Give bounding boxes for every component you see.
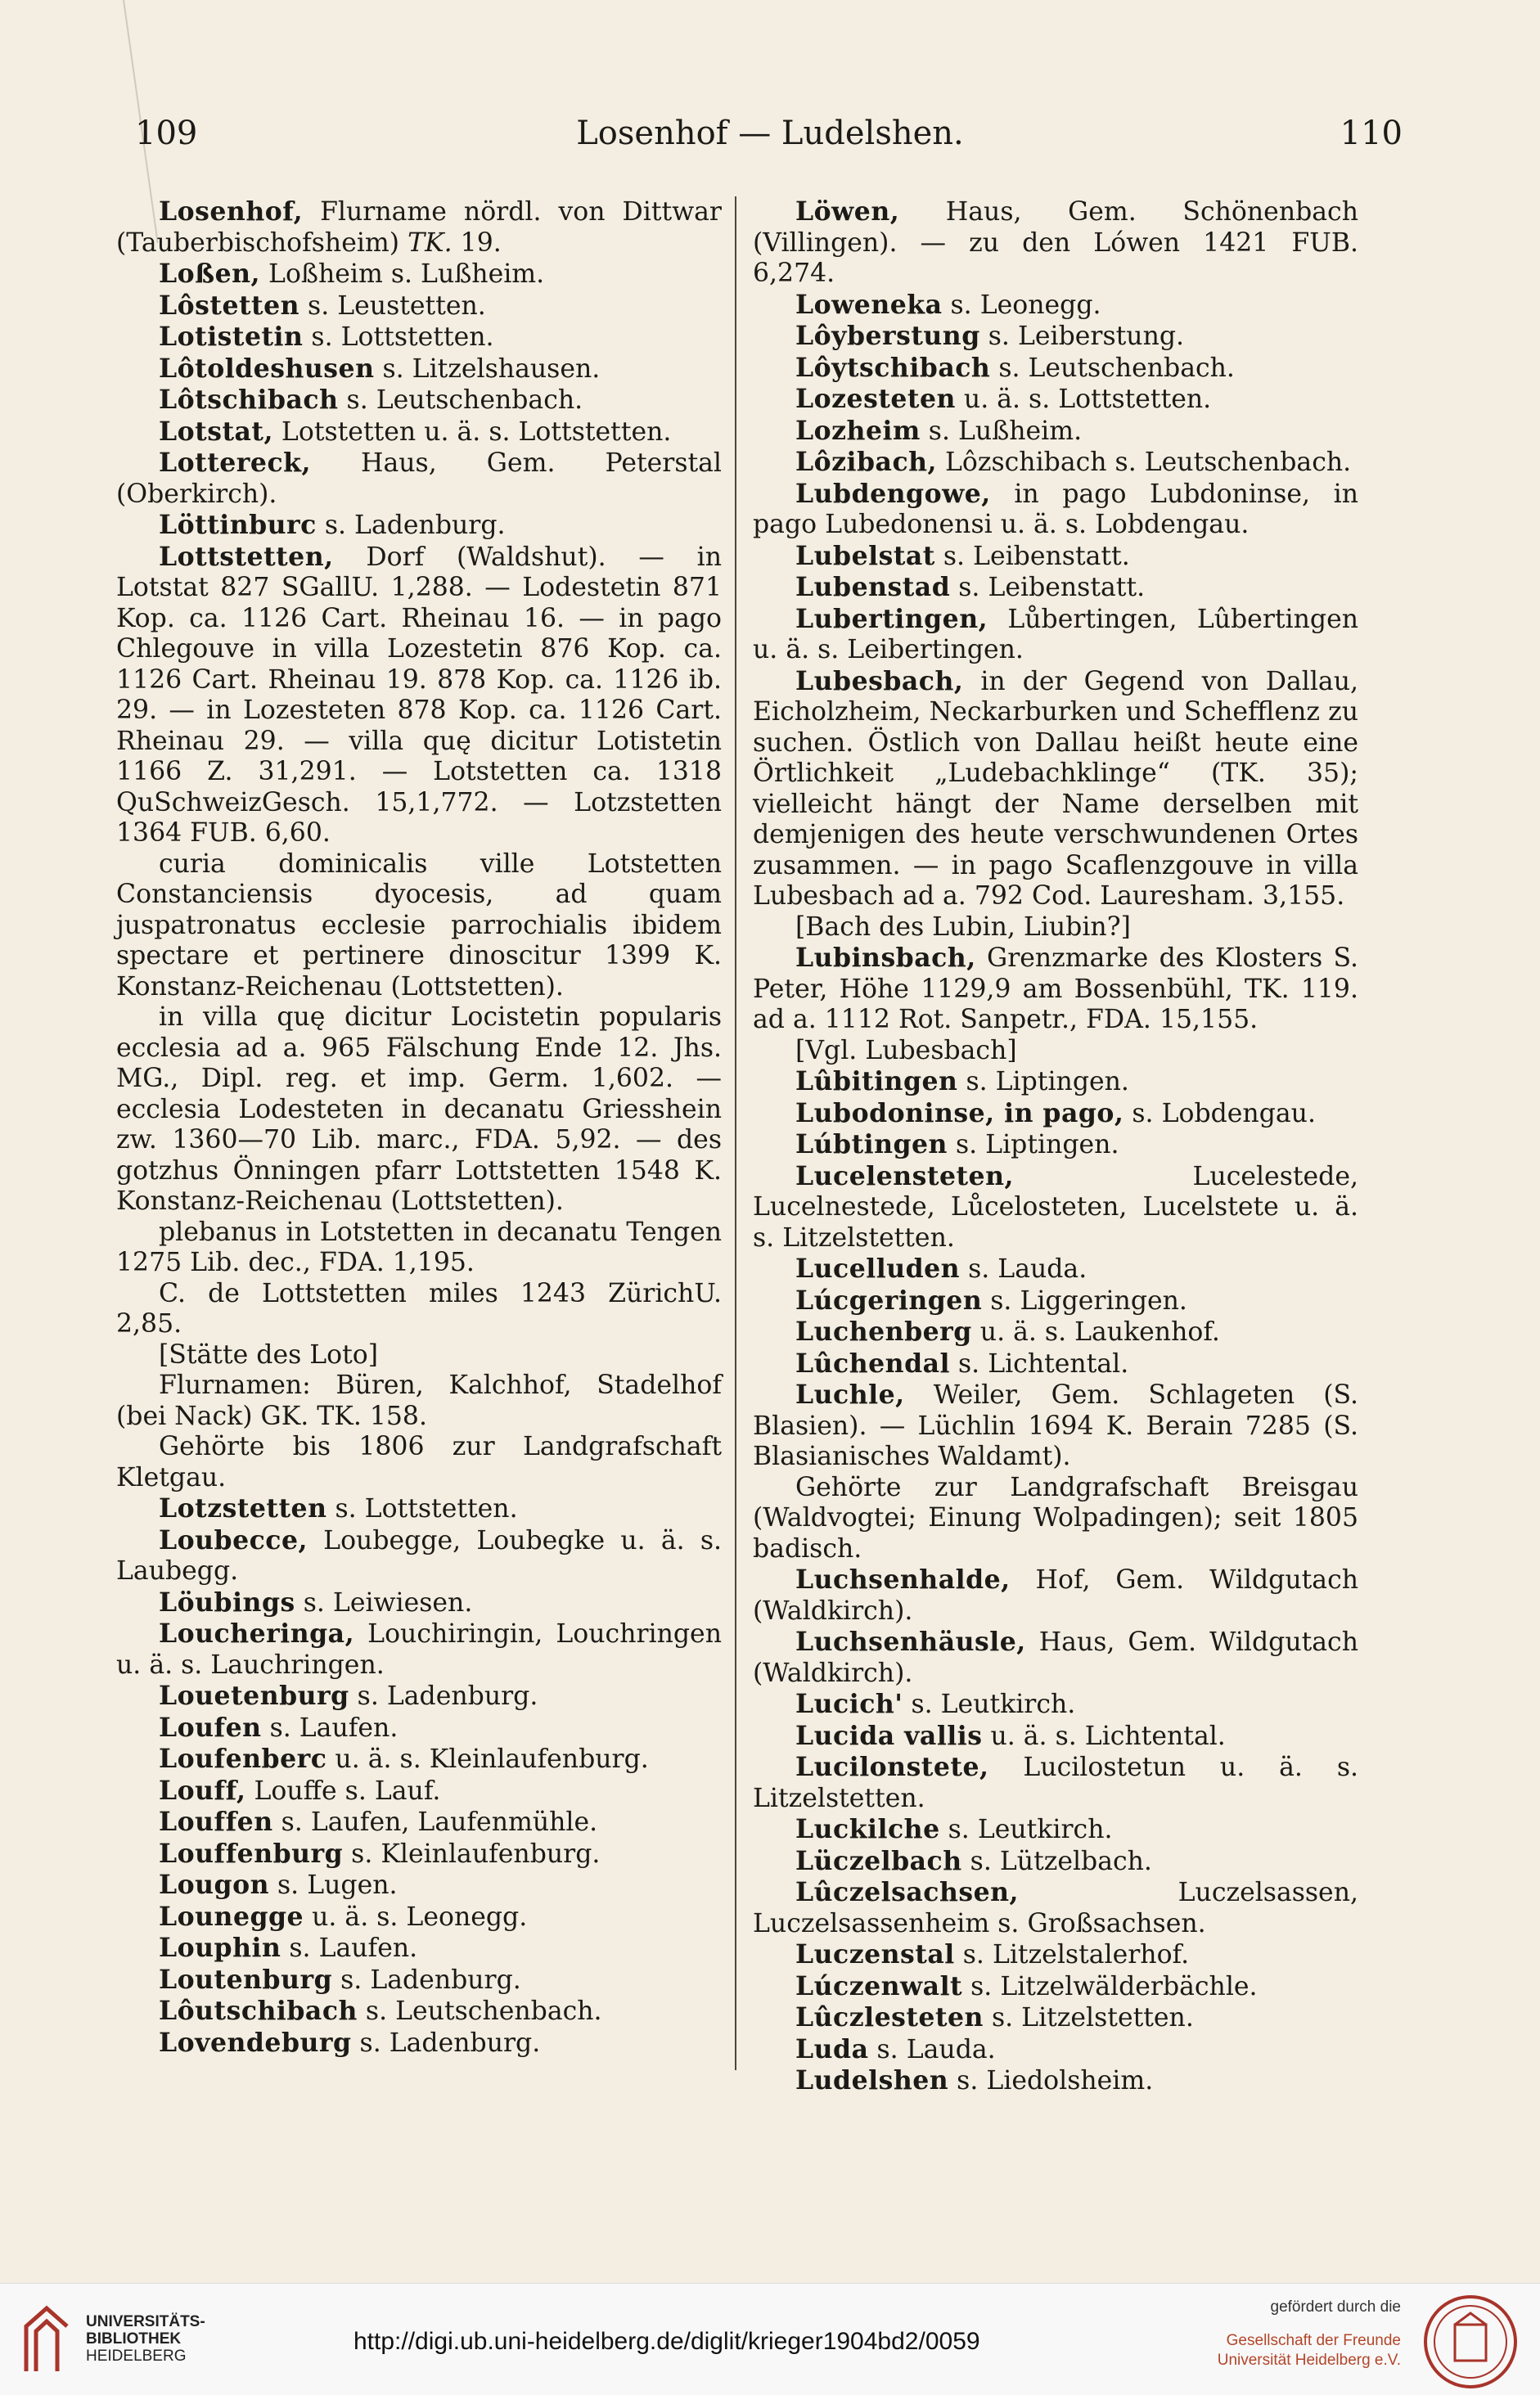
entry-text: Luczelsassen, Luczelsassenheim s. Großsachsen.	[753, 1878, 1358, 1938]
entry	[753, 1254, 1358, 1285]
entry-text: Lotstetten u. ä. s. Lottstetten.	[272, 416, 672, 447]
entry	[116, 2028, 722, 2060]
entry	[753, 1971, 1358, 2003]
entry-text: Loßheim s. Lußheim.	[260, 259, 545, 289]
entry-headword: Lovendeburg	[159, 2027, 352, 2058]
entry	[116, 448, 722, 510]
entry-headword: Lúbtingen	[795, 1129, 948, 1159]
entry-headword: Luckilche	[795, 1814, 940, 1844]
entry	[116, 1279, 722, 1340]
entry	[116, 1713, 722, 1744]
entry	[753, 604, 1358, 666]
entry	[753, 572, 1358, 604]
entry-headword: Loucheringa,	[159, 1618, 355, 1649]
entry-text: s. Ladenburg.	[316, 511, 506, 540]
entry	[753, 2065, 1358, 2097]
entry-text: in pago Lubdoninse, in pago Lubedonensi u. ä. s. Lobdengau.	[753, 479, 1358, 539]
entry-headword: Lôtschibach	[159, 385, 339, 415]
entry	[116, 416, 722, 448]
entry-headword: Lôutschibach	[159, 1996, 358, 2026]
entry	[116, 1902, 722, 1934]
entry-text: Lôzschibach s. Leutschenbach.	[937, 448, 1352, 477]
entry-headword: Luchsenhalde,	[795, 1564, 1011, 1595]
entry-text: s. Litzelstetten.	[983, 2003, 1194, 2033]
entry-headword: Luczenstal	[795, 1939, 955, 1970]
entry-text: s. Lottstetten.	[326, 1494, 518, 1524]
entry	[753, 541, 1358, 573]
entry-headword: Lubdengowe,	[795, 478, 991, 509]
entry-text: u. ä. s. Lichtental.	[982, 1721, 1226, 1751]
entry	[753, 943, 1358, 1036]
entry-text: Hof, Gem. Wildgutach (Waldkirch).	[753, 1565, 1358, 1626]
entry	[116, 510, 722, 542]
entry-text: s. Lobdengau.	[1123, 1098, 1316, 1128]
entry	[753, 479, 1358, 541]
entry-text: s. Lichtental.	[949, 1348, 1129, 1379]
entry-text: u. ä. s. Laukenhof.	[971, 1317, 1220, 1347]
entry-headword: Louetenburg	[159, 1681, 349, 1711]
entry-text: Haus, Gem. Wildgutach (Waldkirch).	[753, 1627, 1358, 1688]
entry-text: Louffe s. Lauf.	[245, 1776, 441, 1806]
right-column	[753, 196, 1358, 2097]
entry	[753, 1380, 1358, 1473]
entry-headword: Loutenburg	[159, 1964, 333, 1995]
entry-text: Gehörte zur Landgrafschaft Breisgau (Waldvogtei; Einung Wolpadingen); seit 1805 badisch.	[753, 1472, 1358, 1564]
entry-text: Lucelestede, Lucelnestede, Lůcelosteten, Lucelstete u. ä. s. Litzelstetten.	[753, 1161, 1358, 1253]
entry-text: s. Ladenburg.	[332, 1965, 521, 1995]
entry-text: s. Leustetten.	[299, 290, 486, 321]
entry	[116, 1340, 722, 1371]
entry-headword: Loweneka	[795, 289, 943, 320]
entry-text: [Stätte des Loto]	[159, 1339, 379, 1370]
entry-headword: Lotstat,	[159, 416, 273, 447]
library-line-1: UNIVERSITÄTS-	[86, 2313, 205, 2330]
entry-text: Grenzmarke des Klosters S. Peter, Höhe 1129,9 am Bossenbühl, TK. 119. ad a. 1112 Rot. Sanpetr., FDA. 15,155.	[753, 943, 1358, 1034]
entry	[116, 1618, 722, 1681]
entry	[753, 1129, 1358, 1161]
entry	[753, 2002, 1358, 2034]
entry-headword: Lucelensteten,	[795, 1160, 1014, 1191]
entry-text: s. Leiberstung.	[979, 322, 1185, 351]
entry-headword: Lôzibach,	[795, 447, 937, 477]
entry	[116, 1432, 722, 1493]
entry	[753, 416, 1358, 448]
entry	[753, 1036, 1358, 1067]
entry-headword: Löubings	[159, 1587, 295, 1618]
entry-text: s. Lützelbach.	[961, 1846, 1152, 1876]
entry	[753, 384, 1358, 416]
entry	[753, 321, 1358, 353]
entry	[753, 1473, 1358, 1565]
entry	[116, 1493, 722, 1525]
viewer-footer	[0, 2283, 1540, 2395]
entry	[753, 912, 1358, 943]
entry	[116, 1776, 722, 1808]
entry-headword: Lougon	[159, 1870, 269, 1900]
entry-text: s. Laufen.	[281, 1934, 418, 1963]
entry	[753, 1689, 1358, 1721]
entry	[753, 1814, 1358, 1846]
entry-headword: Luchenberg	[795, 1317, 972, 1347]
entry-headword: Lubesbach,	[795, 665, 964, 696]
entry-text: s. Leutkirch.	[903, 1690, 1076, 1719]
university-seal-icon	[1422, 2294, 1519, 2390]
entry-text: s. Leutkirch.	[939, 1815, 1113, 1844]
entry	[116, 1933, 722, 1965]
entry-text: s. Lugen.	[269, 1871, 398, 1900]
entry	[753, 1564, 1358, 1627]
library-name	[86, 2313, 205, 2365]
entry	[116, 385, 722, 416]
entry	[753, 1627, 1358, 1689]
entry	[753, 1721, 1358, 1753]
entry-headword: Lôtoldeshusen	[159, 353, 375, 384]
entry	[753, 1846, 1358, 1878]
entry	[116, 1218, 722, 1279]
entry-text: s. Leutschenbach.	[338, 385, 583, 415]
entry-headword: Lûczlesteten	[795, 2002, 984, 2033]
entry	[116, 259, 722, 290]
column-divider	[735, 196, 736, 2070]
entry-text: Lucilostetun u. ä. s. Litzelstetten.	[753, 1753, 1358, 1813]
entry-headword: Louffenburg	[159, 1838, 344, 1869]
entry-headword: Lûchendal	[795, 1348, 950, 1379]
entry	[753, 1161, 1358, 1254]
entry-text: s. Lußheim.	[920, 416, 1083, 446]
entry-headword: Lubenstad	[795, 572, 951, 602]
entry-headword: Lotistetin	[159, 322, 304, 352]
entry-headword: Lûczelsachsen,	[795, 1877, 1019, 1907]
entry	[116, 290, 722, 322]
entry-text: C. de Lottstetten miles 1243 ZürichU. 2,85.	[116, 1278, 722, 1339]
entry-text: s. Leutschenbach.	[990, 353, 1235, 383]
entry-text-cont: 19.	[452, 227, 502, 258]
entry-text: s. Laufen, Laufenmühle.	[272, 1808, 598, 1837]
entry	[753, 447, 1358, 479]
entry	[116, 1525, 722, 1587]
entry-headword: Lucelluden	[795, 1254, 961, 1284]
page-number-right: 110	[1340, 115, 1403, 152]
entry-headword: Lúczenwalt	[795, 1970, 963, 2001]
entry-text: s. Leibenstatt.	[934, 541, 1130, 571]
entry-headword: Lubertingen,	[795, 603, 988, 634]
entry	[753, 1098, 1358, 1130]
entry-text: in der Gegend von Dallau, Eicholzheim, Neckarburken und Schefflenz zu suchen. Östlich von Dallau heißt heute eine Örtlichkeit „Ludebachklinge“ (TK. 35); vielleicht hängt der Name derselben mit demjenigen des heute verschwundenen Ortes zusammen. — in pago Scaflenzgouve in villa Lubesbach ad a. 792 Cod. Lauresham. 3,155.	[753, 666, 1358, 911]
permalink-url[interactable]: http://digi.ub.uni-heidelberg.de/diglit/krieger1904bd2/0059	[353, 2328, 980, 2355]
entry-headword: Lounegge	[159, 1901, 304, 1932]
entry-text: Flurnamen: Büren, Kalchhof, Stadelhof (bei Nack) GK. TK. 158.	[116, 1371, 722, 1431]
entry-text: s. Lauda.	[960, 1254, 1087, 1284]
entry	[753, 1348, 1358, 1380]
entry-headword: Lubinsbach,	[795, 943, 976, 973]
entry-headword: Lubelstat	[795, 540, 935, 571]
library-line-2: BIBLIOTHEK	[86, 2330, 182, 2348]
entry-text: [Bach des Lubin, Liubin?]	[795, 912, 1131, 942]
entry	[753, 1939, 1358, 1971]
entry-headword: Lucida vallis	[795, 1720, 983, 1751]
entry-text: u. ä. s. Kleinlaufenburg.	[326, 1744, 649, 1774]
entry-text: s. Litzelwälderbächle.	[962, 1971, 1258, 2001]
entry-headword: Lüczelbach	[795, 1845, 962, 1876]
entry-text: s. Leibenstatt.	[950, 573, 1146, 602]
entry-headword: Lotzstetten	[159, 1493, 327, 1524]
library-logo-icon	[18, 2302, 75, 2375]
entry-headword: Loufenberc	[159, 1744, 327, 1774]
entry-headword: Löwen,	[795, 196, 900, 227]
entry-headword: Lozesteten	[795, 384, 956, 414]
entry-text: Lůbertingen, Lûbertingen u. ä. s. Leibertingen.	[753, 604, 1358, 664]
entry-headword: Lúcgeringen	[795, 1285, 983, 1316]
entry-headword: Lottereck,	[159, 448, 311, 478]
entry-text: s. Leonegg.	[942, 290, 1101, 320]
entry-headword: Lucilonstete,	[795, 1752, 989, 1782]
sponsor-line-2: Gesellschaft der Freunde	[1226, 2332, 1401, 2349]
entry-text: s. Litzelstalerhof.	[954, 1940, 1190, 1970]
entry	[116, 1371, 722, 1432]
entry-text: s. Liptingen.	[957, 1067, 1129, 1096]
entry-text: s. Liggeringen.	[982, 1285, 1187, 1316]
entry	[753, 353, 1358, 385]
entry-source: TK.	[408, 227, 453, 258]
entry-headword: Luchsenhäusle,	[795, 1627, 1026, 1657]
running-title: Losenhof — Ludelshen.	[576, 115, 964, 152]
entry-text: s. Kleinlaufenburg.	[343, 1839, 601, 1869]
entry-headword: Lucich'	[795, 1689, 903, 1719]
entry-text: Weiler, Gem. Schlageten (S. Blasien). — Lüchlin 1694 K. Berain 7285 (S. Blasianisches Waldamt).	[753, 1380, 1358, 1471]
entry	[753, 1066, 1358, 1098]
entry	[753, 666, 1358, 912]
entry-headword: Luchle,	[795, 1380, 905, 1410]
entry	[753, 1317, 1358, 1348]
entry	[116, 1002, 722, 1218]
entry-headword: Lôstetten	[159, 290, 300, 321]
entry-text: Louchiringin, Louchringen u. ä. s. Lauchringen.	[116, 1619, 722, 1680]
entry-headword: Louphin	[159, 1933, 281, 1963]
sponsor-line-3: Universität Heidelberg e.V.	[1217, 2352, 1401, 2369]
entry-text: s. Laufen.	[261, 1713, 399, 1743]
entry-headword: Lôyberstung	[795, 321, 980, 351]
entry	[753, 290, 1358, 322]
entry-headword: Loubecce,	[159, 1524, 308, 1555]
entry	[116, 1681, 722, 1713]
entry-headword: Louffen	[159, 1807, 273, 1837]
entry-text: u. ä. s. Lottstetten.	[955, 385, 1212, 414]
entry-headword: Losenhof,	[159, 196, 304, 227]
entry	[116, 1744, 722, 1776]
entry	[753, 1285, 1358, 1317]
entry	[116, 196, 722, 259]
entry	[116, 322, 722, 353]
entry-text: s. Lauda.	[868, 2034, 996, 2064]
sponsor-credit	[1188, 2298, 1417, 2370]
entry-headword: Ludelshen	[795, 2065, 949, 2096]
entry-text: Loubegge, Loubegke u. ä. s. Laubegg.	[116, 1525, 722, 1586]
entry	[116, 1965, 722, 1997]
entry-headword: Löttinburc	[159, 510, 317, 540]
entry-headword: Loufen	[159, 1712, 262, 1743]
entry	[753, 196, 1358, 290]
entry-headword: Louff,	[159, 1775, 246, 1806]
library-line-3: HEIDELBERG	[86, 2348, 187, 2365]
entry	[753, 1877, 1358, 1939]
entry	[116, 1996, 722, 2028]
entry-text: s. Litzelshausen.	[374, 353, 601, 384]
entry	[116, 353, 722, 385]
entry-text: Haus, Gem. Peterstal (Oberkirch).	[116, 448, 722, 509]
entry-text: [Vgl. Lubesbach]	[795, 1035, 1017, 1065]
entry	[753, 2034, 1358, 2066]
entry	[116, 1807, 722, 1839]
entry-text: s. Leutschenbach.	[357, 1997, 602, 2026]
sponsor-line-1: gefördert durch die	[1270, 2298, 1401, 2316]
entry-text: s. Ladenburg.	[351, 2028, 541, 2058]
entry-text: curia dominicalis ville Lotstetten Constanciensis dyocesis, ad quam juspatronatus ecclesie parrochialis ibidem spectare et pertinere dinoscitur 1399 K. Konstanz-Reichenau (Lottstetten).	[116, 849, 722, 1002]
entry	[116, 1587, 722, 1619]
entry	[116, 1839, 722, 1871]
entry-text: s. Lottstetten.	[303, 322, 494, 352]
entry-text: s. Liedolsheim.	[948, 2066, 1154, 2096]
page-number-left: 109	[135, 115, 198, 152]
left-column	[116, 196, 722, 2059]
entry-text: plebanus in Lotstetten in decanatu Tengen 1275 Lib. dec., FDA. 1,195.	[116, 1217, 722, 1277]
entry-headword: Lozheim	[795, 415, 921, 446]
entry-text: Dorf (Waldshut). — in Lotstat 827 SGallU. 1,288. — Lodestetin 871 Kop. ca. 1126 Cart. Rheinau 16. — in pago Chlegouve in villa Lozestetin 876 Kop. ca. 1126 Cart. Rheinau 19. 878 Kop. ca. 1126 ib. 29. — in Lozesteten 878 Kop. ca. 1126 Cart. Rheinau 29. — villa quę dicitur Lotistetin 1166 Z. 31,291. — Lotstetten ca. 1318 QuSchweizGesch. 15,1,772. — Lotzstetten 1364 FUB. 6,60.	[116, 542, 722, 848]
entry-text: Flurname nördl. von Dittwar (Tauberbischofsheim)	[116, 197, 722, 258]
entry-headword: Lôytschibach	[795, 352, 991, 383]
entry	[116, 542, 722, 849]
entry-text: in villa quę dicitur Locistetin popularis ecclesia ad a. 965 Fälschung Ende 12. Jhs. MG., Dipl. reg. et imp. Germ. 1,602. — ecclesia Lodesteten in decanatu Griesshein zw. 1360—70 Lib. marc., FDA. 5,92. — des gotzhus Önningen pfarr Lottstetten 1548 K. Konstanz-Reichenau (Lottstetten).	[116, 1002, 722, 1216]
entry-text: u. ä. s. Leonegg.	[304, 1902, 528, 1932]
entry	[116, 1870, 722, 1902]
entry	[753, 1752, 1358, 1814]
entry	[116, 849, 722, 1003]
entry-headword: Luda	[795, 2033, 869, 2064]
entry-headword: Lubodoninse, in pago,	[795, 1097, 1124, 1128]
entry-headword: Lûbitingen	[795, 1066, 958, 1096]
entry-text: Gehörte bis 1806 zur Landgrafschaft Kletgau.	[116, 1432, 722, 1492]
entry-text: s. Ladenburg.	[349, 1681, 538, 1711]
entry-text: s. Leiwiesen.	[295, 1587, 473, 1618]
entry-text: s. Liptingen.	[947, 1130, 1119, 1159]
entry-headword: Loßen,	[159, 259, 261, 289]
entry-text: Haus, Gem. Schönenbach (Villingen). — zu den Lówen 1421 FUB. 6,274.	[753, 197, 1358, 288]
entry-headword: Lottstetten,	[159, 541, 334, 572]
